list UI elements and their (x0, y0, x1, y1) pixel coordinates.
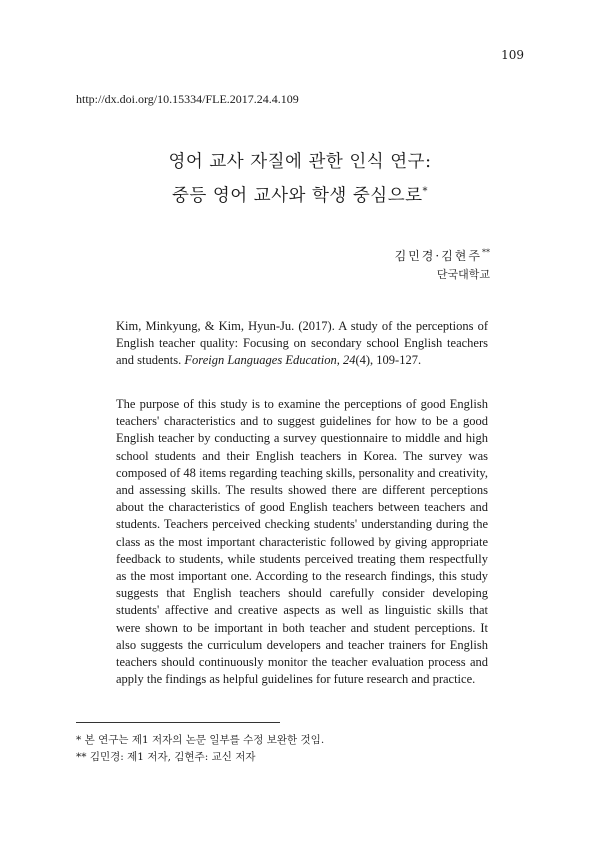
footnote-1: * 본 연구는 제1 저자의 논문 일부를 수정 보완한 것임. (76, 734, 325, 746)
title-line-1: 영어 교사 자질에 관한 인식 연구: (168, 152, 432, 172)
citation (116, 318, 488, 369)
author-names (395, 247, 490, 264)
paper-title (0, 148, 600, 211)
footnote-divider (76, 722, 280, 723)
citation-issue-pages: (4), 109-127. (355, 353, 422, 367)
title-line-2 (0, 177, 600, 211)
doi-link[interactable]: http://dx.doi.org/10.15334/FLE.2017.24.4.109 (76, 92, 299, 106)
author-affiliation: 단국대학교 (436, 268, 490, 281)
page-number: 109 (501, 48, 524, 62)
footnotes (76, 732, 324, 766)
citation-prefix: Kim, Minkyung, & Kim, Hyun-Ju. (2017). A study of the perceptions of English teacher quality: Focusing on secondary school English teachers and students. (116, 319, 488, 367)
author-footnote-mark: ** (482, 248, 490, 257)
abstract: The purpose of this study is to examine the perceptions of good English teachers' characteristics and to suggest guidelines for how to be a good English teacher by conducting a survey questionnaire to middle and high school students and their English teachers in Korea. The survey was composed of 48 items regarding teaching skills, personality and creativity, and assessing skills. The results showed there are different perceptions about the characteristics of good English teachers between teachers and students. Teachers perceived checking students' understanding during the class as the most important characteristic followed by giving appropriate feedback to students, while students perceived treating them respectfully as the most important one. According to the research findings, this study suggests that English teachers should carefully consider developing students' affective and creative aspects as well as linguistic skills that were shown to be important in both teacher and student perceptions. It also suggests the curriculum developers and teacher trainers for English teachers should continuously monitor the teacher evaluation process and apply the findings as helpful guidelines for future research and practice. (116, 397, 488, 687)
footnote-2: ** 김민경: 제1 저자, 김현주: 교신 저자 (76, 751, 256, 763)
author-names-text: 김민경·김현주 (394, 249, 482, 263)
title-line-2-text: 중등 영어 교사와 학생 중심으로 (171, 185, 423, 206)
citation-journal: Foreign Languages Education, 24 (184, 353, 356, 367)
title-footnote-mark: * (422, 186, 428, 197)
